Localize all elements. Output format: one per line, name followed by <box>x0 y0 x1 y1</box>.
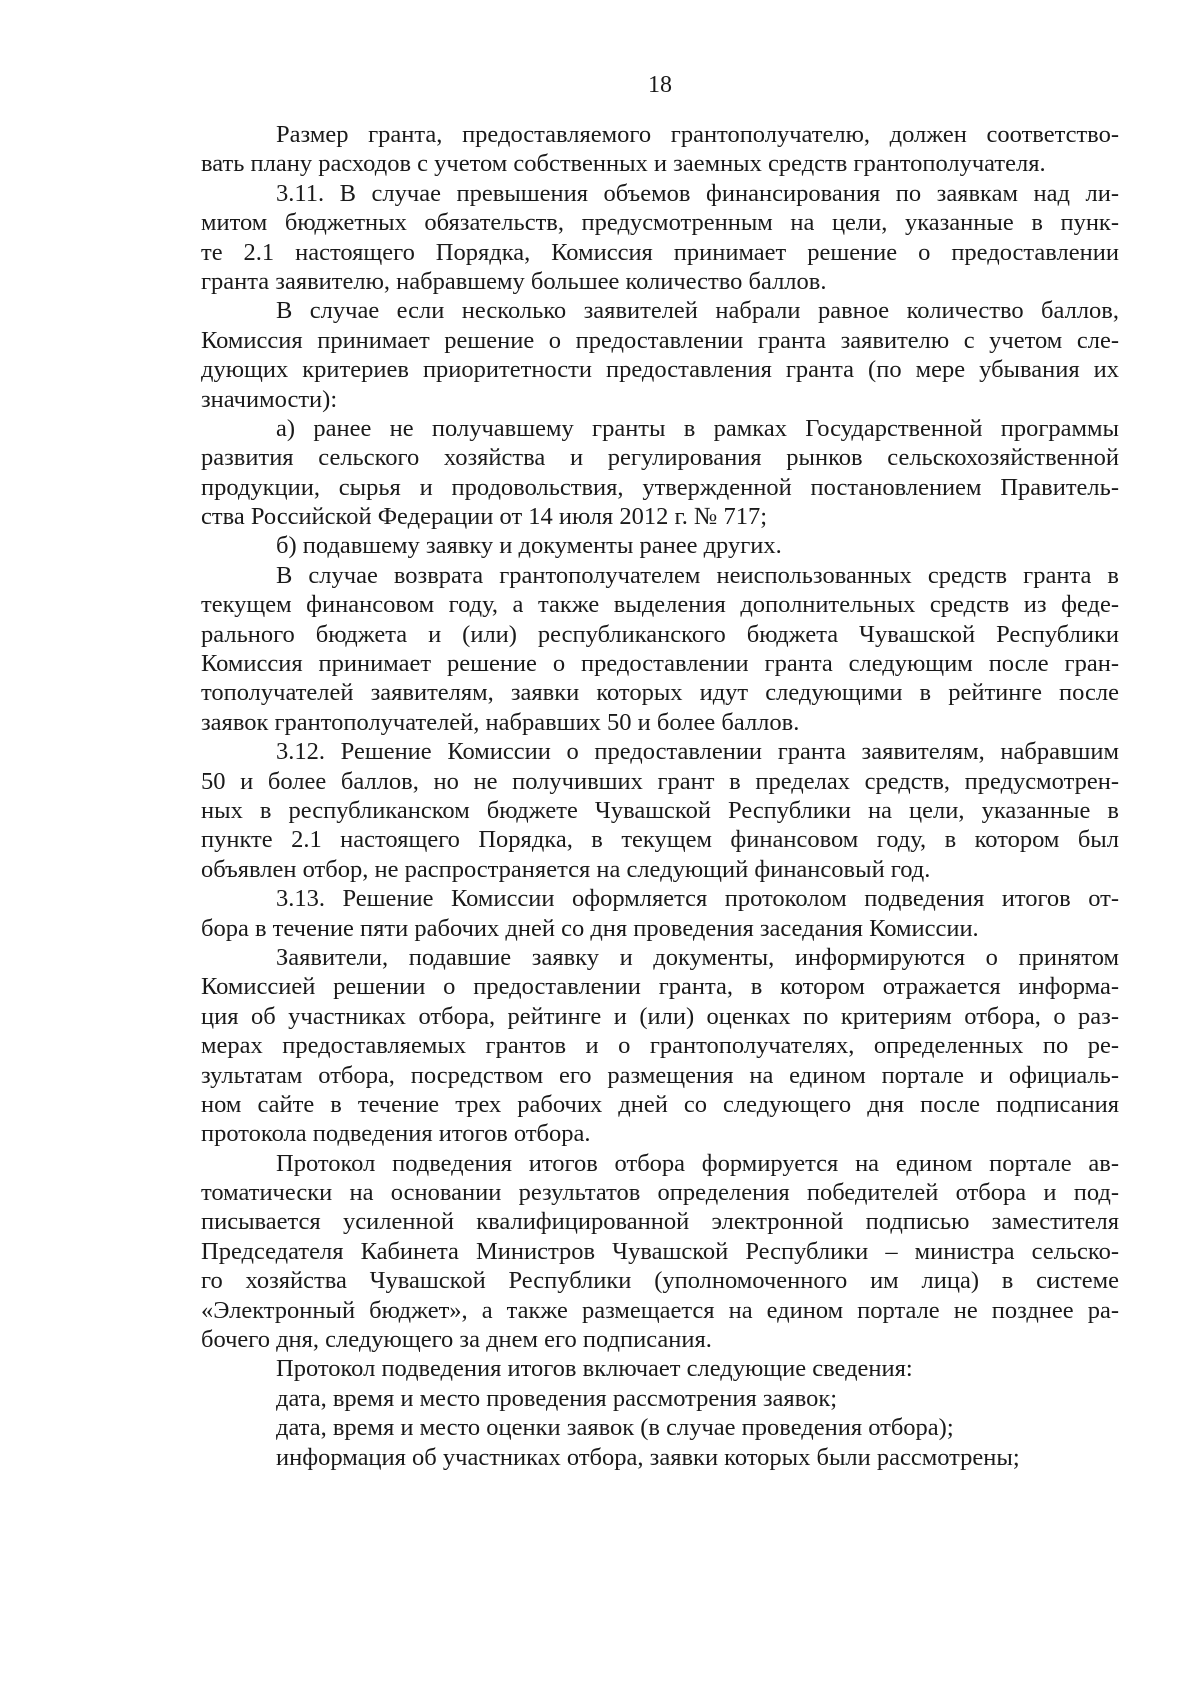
text-line: ных в республиканском бюджете Чувашской Республики на цели, указанные в <box>201 796 1119 824</box>
text-line: митом бюджетных обязательств, предусмотренным на цели, указанные в пунк- <box>201 209 1119 237</box>
text-line: бора в течение пяти рабочих дней со дня проведения заседания Комиссии. <box>201 914 979 942</box>
text-line: информация об участниках отбора, заявки которых были рассмотрены; <box>276 1443 1020 1471</box>
paragraph <box>201 561 1119 737</box>
text-line: объявлен отбор, не распространяется на следующий финансовый год. <box>201 855 931 883</box>
text-line: Комиссия принимает решение о предоставлении гранта заявителю с учетом сле- <box>201 326 1119 354</box>
text-line: Протокол подведения итогов включает следующие сведения: <box>276 1355 913 1383</box>
text-line: Председателя Кабинета Министров Чувашской Республики – министра сельско- <box>201 1237 1119 1265</box>
paragraph <box>201 943 1119 1149</box>
text-line: тополучателей заявителям, заявки которых идут следующими в рейтинге после <box>201 679 1119 707</box>
text-line: значимости): <box>201 385 338 413</box>
text-line: Протокол подведения итогов отбора формируется на едином портале ав- <box>276 1149 1119 1177</box>
paragraph <box>201 1384 1119 1413</box>
paragraph <box>201 531 1119 560</box>
paragraph <box>201 737 1119 884</box>
text-line: 50 и более баллов, но не получивших грант в пределах средств, предусмотрен- <box>201 767 1119 795</box>
text-line: дата, время и место оценки заявок (в случае проведения отбора); <box>276 1414 954 1442</box>
text-line: бочего дня, следующего за днем его подписания. <box>201 1326 712 1354</box>
text-line: заявок грантополучателей, набравших 50 и более баллов. <box>201 708 800 736</box>
text-line: мерах предоставляемых грантов и о грантополучателях, определенных по ре- <box>201 1032 1119 1060</box>
paragraph <box>201 296 1119 414</box>
text-line: дующих критериев приоритетности предоставления гранта (по мере убывания их <box>201 356 1119 384</box>
text-line: те 2.1 настоящего Порядка, Комиссия принимает решение о предоставлении <box>201 238 1119 266</box>
paragraph <box>201 1149 1119 1355</box>
document-body <box>201 120 1119 1472</box>
text-line: ства Российской Федерации от 14 июля 2012 г. № 717; <box>201 503 768 531</box>
paragraph <box>201 1354 1119 1383</box>
page-number: 18 <box>648 72 672 98</box>
paragraph <box>201 1443 1119 1472</box>
text-line: продукции, сырья и продовольствия, утвержденной постановлением Правитель- <box>201 473 1119 501</box>
text-line: зультатам отбора, посредством его размещения на едином портале и официаль- <box>201 1061 1119 1089</box>
text-line: пункте 2.1 настоящего Порядка, в текущем финансовом году, в котором был <box>201 826 1119 854</box>
paragraph <box>201 1413 1119 1442</box>
paragraph <box>201 120 1119 179</box>
text-line: 3.11. В случае превышения объемов финансирования по заявкам над ли- <box>276 179 1119 207</box>
text-line: Заявители, подавшие заявку и документы, информируются о принятом <box>276 943 1119 971</box>
text-line: а) ранее не получавшему гранты в рамках Государственной программы <box>276 414 1119 442</box>
text-line: 3.12. Решение Комиссии о предоставлении гранта заявителям, набравшим <box>276 738 1119 766</box>
paragraph <box>201 884 1119 943</box>
text-line: В случае если несколько заявителей набрали равное количество баллов, <box>276 297 1119 325</box>
text-line: В случае возврата грантополучателем неиспользованных средств гранта в <box>276 561 1119 589</box>
text-line: ном сайте в течение трех рабочих дней со следующего дня после подписания <box>201 1090 1119 1118</box>
text-line: «Электронный бюджет», а также размещается на едином портале не позднее ра- <box>201 1296 1119 1324</box>
text-line: томатически на основании результатов определения победителей отбора и под- <box>201 1179 1119 1207</box>
text-line: Размер гранта, предоставляемого грантополучателю, должен соответство- <box>276 121 1119 148</box>
text-line: рального бюджета и (или) республиканского бюджета Чувашской Республики <box>201 620 1119 648</box>
text-line: развития сельского хозяйства и регулирования рынков сельскохозяйственной <box>201 444 1119 472</box>
text-line: б) подавшему заявку и документы ранее других. <box>276 532 782 560</box>
text-line: протокола подведения итогов отбора. <box>201 1120 591 1148</box>
text-line: вать плану расходов с учетом собственных и заемных средств грантополучателя. <box>201 150 1046 178</box>
text-line: гранта заявителю, набравшему большее количество баллов. <box>201 267 827 295</box>
text-line: Комиссией решении о предоставлении гранта, в котором отражается информа- <box>201 973 1119 1001</box>
text-line: 3.13. Решение Комиссии оформляется протоколом подведения итогов от- <box>276 885 1119 913</box>
paragraph <box>201 179 1119 297</box>
text-line: Комиссия принимает решение о предоставлении гранта следующим после гран- <box>201 650 1119 678</box>
paragraph <box>201 414 1119 532</box>
text-line: дата, время и место проведения рассмотрения заявок; <box>276 1384 838 1412</box>
text-line: писывается усиленной квалифицированной электронной подписью заместителя <box>201 1208 1119 1236</box>
text-line: текущем финансовом году, а также выделения дополнительных средств из феде- <box>201 591 1119 619</box>
text-line: го хозяйства Чувашской Республики (уполномоченного им лица) в системе <box>201 1267 1119 1295</box>
text-line: ция об участниках отбора, рейтинге и (или) оценках по критериям отбора, о раз- <box>201 1002 1119 1030</box>
